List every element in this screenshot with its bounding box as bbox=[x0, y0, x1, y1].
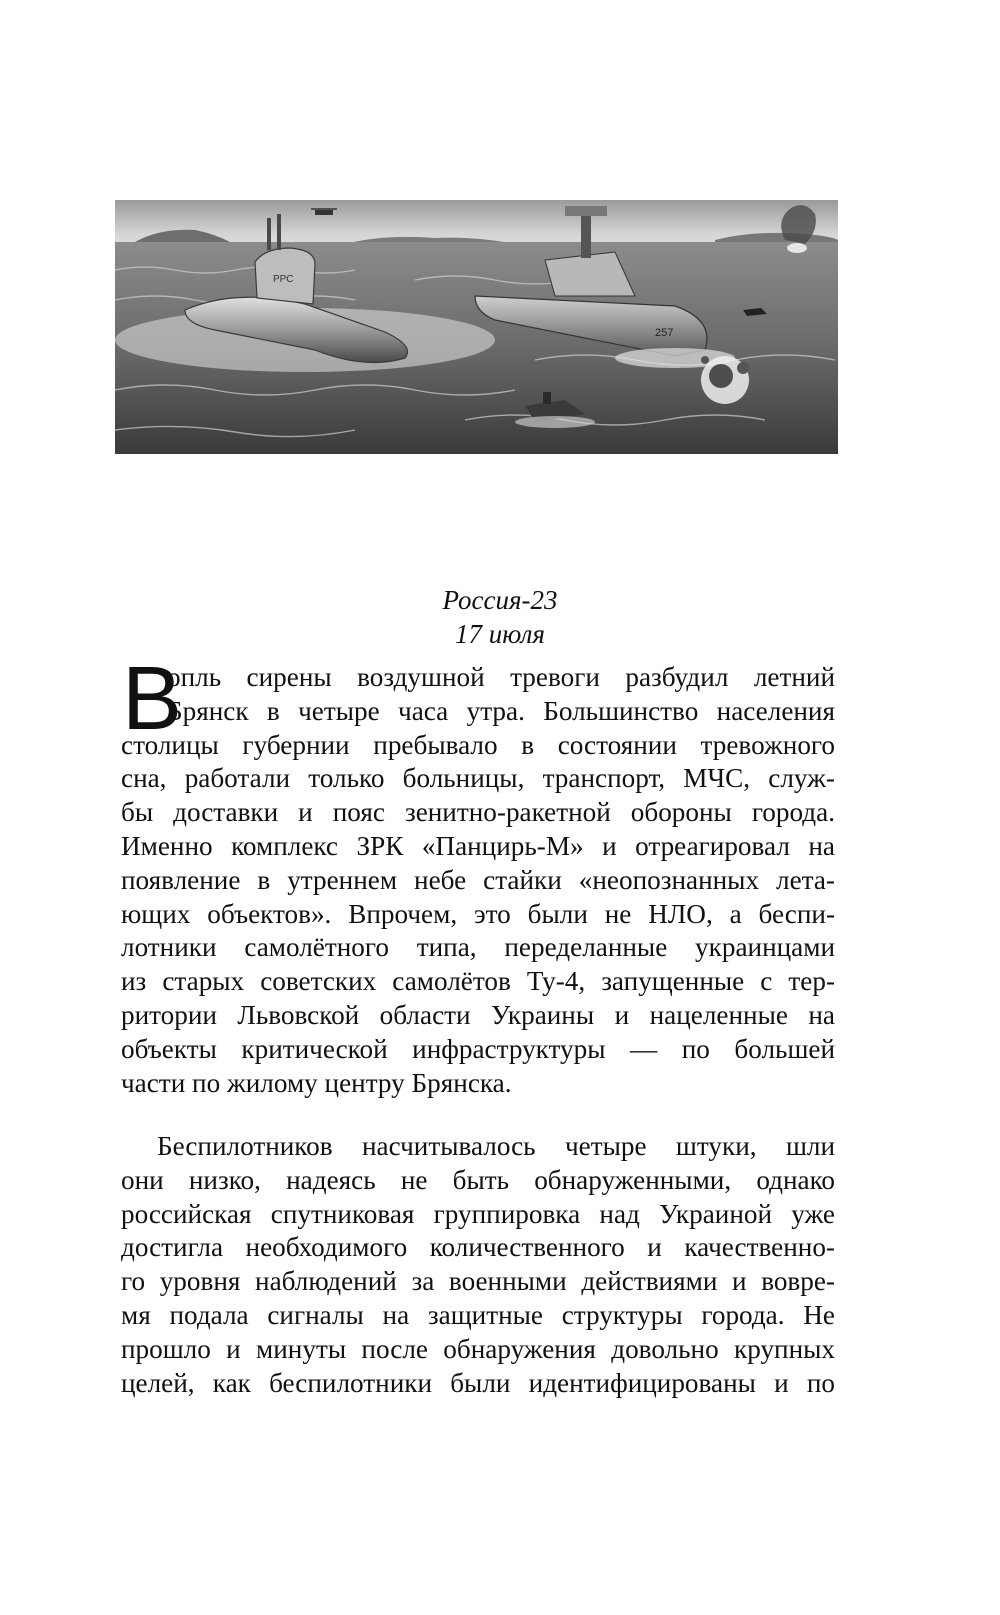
text-line: мя подала сигналы на защитные структуры города. Не bbox=[121, 1299, 835, 1330]
chapter-place: Россия-23 bbox=[442, 585, 558, 615]
text-line: прошло и минуты после обнаружения довольно крупных bbox=[121, 1333, 835, 1364]
submarine-mast-2 bbox=[277, 214, 281, 250]
text-line: бы доставки и пояс зенитно-ракетной обороны города. bbox=[121, 797, 835, 828]
submarine-mast-1 bbox=[267, 218, 271, 250]
text-line: ющих объектов». Впрочем, это были не НЛО, а беспи- bbox=[121, 898, 835, 929]
text-line: Брянск в четыре часа утра. Большинство населения bbox=[167, 695, 835, 726]
text-line: объекты критической инфраструктуры — по большей bbox=[121, 1033, 835, 1064]
drop-cap: В bbox=[122, 649, 183, 749]
text-line: они низко, надеясь не быть обнаруженными, однако bbox=[121, 1164, 835, 1195]
text-line: из старых советских самолётов Ту-4, запущенные с тер- bbox=[121, 966, 835, 997]
chapter-date: 17 июля bbox=[455, 619, 545, 649]
text-line: лотники самолётного типа, переделанные украинцами bbox=[121, 932, 835, 963]
paragraph-1 bbox=[121, 661, 835, 1100]
text-line: опль сирены воздушной тревоги разбудил летний bbox=[167, 662, 835, 692]
text-line: го уровня наблюдений за военными действиями и вовре- bbox=[121, 1266, 835, 1297]
explosion bbox=[701, 356, 749, 404]
submarine-marking: РРС bbox=[273, 274, 294, 285]
warship-hull-number: 257 bbox=[655, 327, 674, 339]
text-line: достигла необходимого количественного и качественно- bbox=[121, 1232, 835, 1263]
text-line: целей, как беспилотники были идентифицированы и по bbox=[121, 1367, 835, 1398]
text-line: столицы губернии пребывало в состоянии тревожного bbox=[121, 729, 835, 760]
text-line: российская спутниковая группировка над Украиной уже bbox=[121, 1198, 835, 1229]
text-line: части по жилому центру Брянска. bbox=[121, 1067, 512, 1098]
warship-radar bbox=[565, 206, 607, 216]
text-line: ритории Львовской области Украины и нацеленные на bbox=[121, 999, 835, 1030]
text-line: Именно комплекс ЗРК «Панцирь-М» и отреагировал на bbox=[121, 830, 835, 861]
text-line: сна, работали только больницы, транспорт, МЧС, служ- bbox=[121, 763, 835, 794]
chapter-illustration bbox=[115, 200, 838, 454]
text-line: Беспилотников насчитывалось четыре штуки, шли bbox=[157, 1131, 835, 1161]
text-line: появление в утреннем небе стайки «неопознанных лета- bbox=[121, 864, 835, 895]
illustration-svg bbox=[115, 200, 838, 454]
paragraph-2 bbox=[121, 1130, 835, 1400]
